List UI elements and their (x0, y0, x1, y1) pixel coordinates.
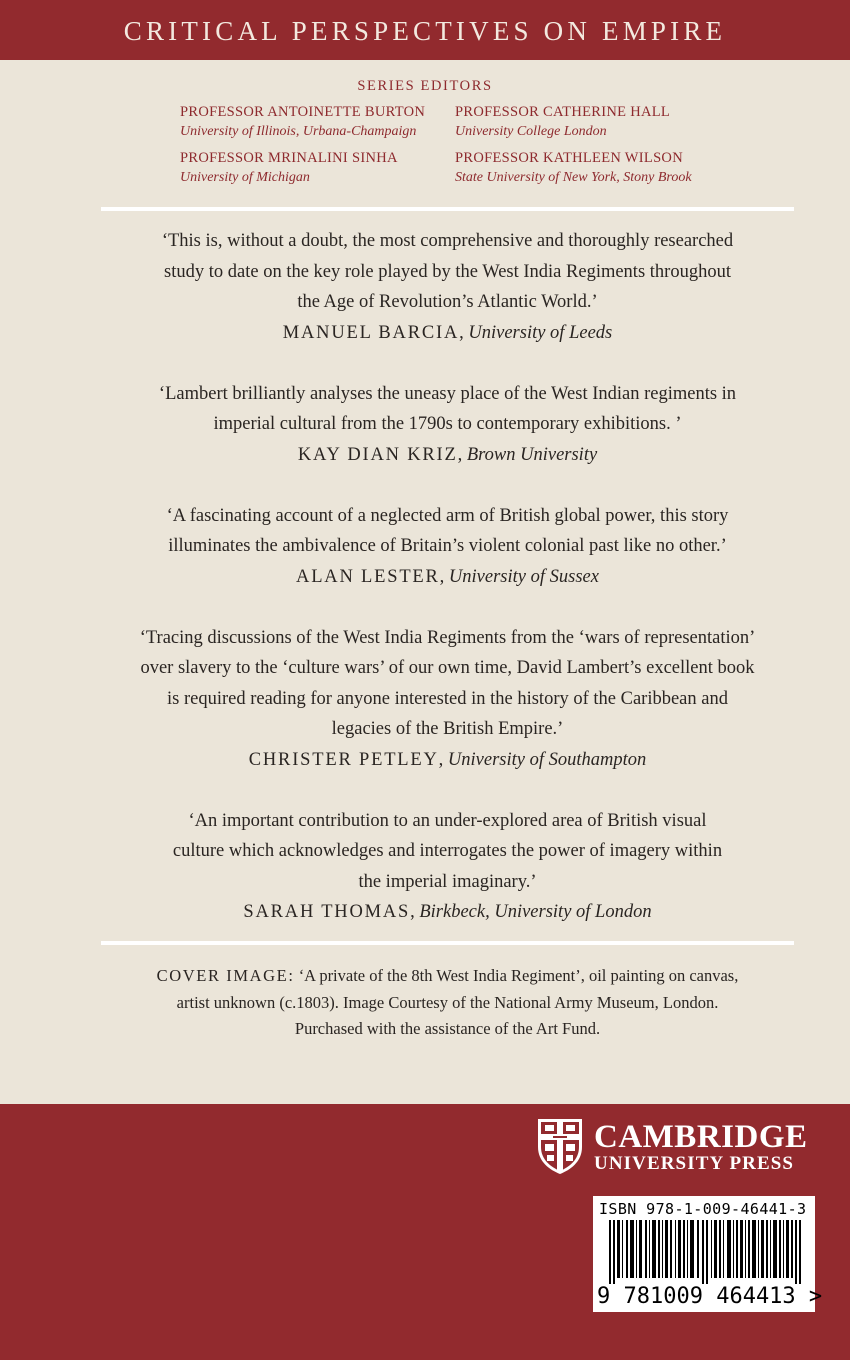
quote-attribution: MANUEL BARCIA, University of Leeds (282, 322, 613, 343)
editor-name: PROFESSOR MRINALINI SINHA (180, 150, 398, 166)
publisher-name-line2: UNIVERSITY PRESS (594, 1153, 795, 1174)
quote-line: is required reading for anyone interested in the history of the Caribbean and (167, 688, 728, 709)
editor-affiliation: State University of New York, Stony Brook (455, 170, 692, 185)
attribution-institution: Birkbeck, University of London (419, 902, 652, 922)
series-title: CRITICAL PERSPECTIVES ON EMPIRE (123, 15, 727, 46)
series-header-band (0, 0, 850, 60)
quote-line: the Age of Revolution’s Atlantic World.’ (297, 292, 598, 312)
quote-line: ‘Tracing discussions of the West India Regiments from the ‘wars of representation’ (139, 627, 756, 648)
quote-line: legacies of the British Empire.’ (331, 719, 564, 739)
attribution-name: KAY DIAN KRIZ (297, 444, 458, 465)
attribution-name: ALAN LESTER (296, 566, 440, 587)
credit-line: artist unknown (c.1803). Image Courtesy of the National Army Museum, London. (176, 992, 719, 1012)
attribution-institution: University of Sussex (448, 566, 599, 587)
cover-image-label: COVER IMAGE: (156, 966, 295, 985)
isbn-label: ISBN 978-1-009-46441-3 (599, 1200, 807, 1218)
quote-attribution: CHRISTER PETLEY, University of Southampton (248, 749, 647, 770)
cambridge-crest-icon (535, 1117, 585, 1180)
barcode-digits: 9 781009 464413 > (597, 1284, 823, 1309)
quote-attribution: ALAN LESTER, University of Sussex (296, 566, 599, 587)
series-editors-list (180, 103, 760, 187)
cover-image-credit (100, 963, 795, 1043)
series-editors-heading: SERIES EDITORS (357, 78, 493, 94)
publisher-logo (535, 1117, 825, 1179)
attribution-institution: Brown University (466, 444, 598, 465)
endorsement-quotes (90, 226, 805, 958)
editor-entry (455, 149, 755, 187)
editor-entry (180, 103, 455, 141)
quote-line: ‘An important contribution to an under-explored area of British visual (188, 810, 707, 831)
editor-affiliation: University College London (455, 124, 607, 139)
attribution-name: SARAH THOMAS (243, 902, 411, 922)
barcode-bars-icon (609, 1220, 805, 1284)
editor-name: PROFESSOR ANTOINETTE BURTON (180, 104, 426, 120)
quote-attribution: KAY DIAN KRIZ, Brown University (297, 444, 598, 465)
editor-affiliation: University of Michigan (180, 170, 310, 185)
attribution-institution: University of Southampton (447, 749, 647, 770)
quote-line: study to date on the key role played by the West India Regiments throughout (164, 261, 731, 282)
editor-affiliation: University of Illinois, Urbana-Champaign (180, 124, 417, 139)
credit-line: Purchased with the assistance of the Art Fund. (294, 1019, 601, 1038)
editor-entry (180, 149, 455, 187)
quote-line: illuminates the ambivalence of Britain’s violent colonial past like no other.’ (168, 536, 727, 556)
quote-line: culture which acknowledges and interrogates the power of imagery within (172, 841, 723, 861)
quote-line: over slavery to the ‘culture wars’ of our own time, David Lambert’s excellent book (140, 658, 755, 678)
editor-name: PROFESSOR CATHERINE HALL (455, 104, 671, 120)
endorsement-quote (90, 226, 805, 348)
attribution-institution: University of Leeds (468, 322, 613, 343)
credit-line (100, 963, 795, 990)
quote-line: the imperial imaginary.’ (358, 871, 537, 892)
isbn-barcode (593, 1196, 823, 1312)
quote-line: ‘This is, without a doubt, the most comprehensive and thoroughly researched (161, 231, 734, 251)
endorsement-quote (90, 623, 805, 775)
endorsement-quote (90, 806, 805, 928)
publisher-name-line1: CAMBRIDGE (594, 1119, 808, 1155)
divider-top (101, 207, 794, 211)
endorsement-quote (90, 501, 805, 592)
credit-text: ‘A private of the 8th West India Regiment’, oil painting on canvas, (294, 966, 739, 985)
endorsement-quote (90, 379, 805, 470)
attribution-name: CHRISTER PETLEY (248, 749, 439, 770)
attribution-name: MANUEL BARCIA (282, 322, 460, 343)
editor-name: PROFESSOR KATHLEEN WILSON (455, 150, 683, 166)
divider-bottom (101, 941, 794, 945)
editor-entry (455, 103, 755, 141)
quote-line: ‘Lambert brilliantly analyses the uneasy place of the West Indian regiments in (158, 383, 737, 404)
quote-attribution: SARAH THOMAS, Birkbeck, University of London (243, 902, 652, 922)
quote-line: ‘A fascinating account of a neglected arm of British global power, this story (166, 505, 729, 526)
quote-line: imperial cultural from the 1790s to contemporary exhibitions. ’ (213, 414, 682, 434)
publisher-name (594, 1121, 808, 1175)
